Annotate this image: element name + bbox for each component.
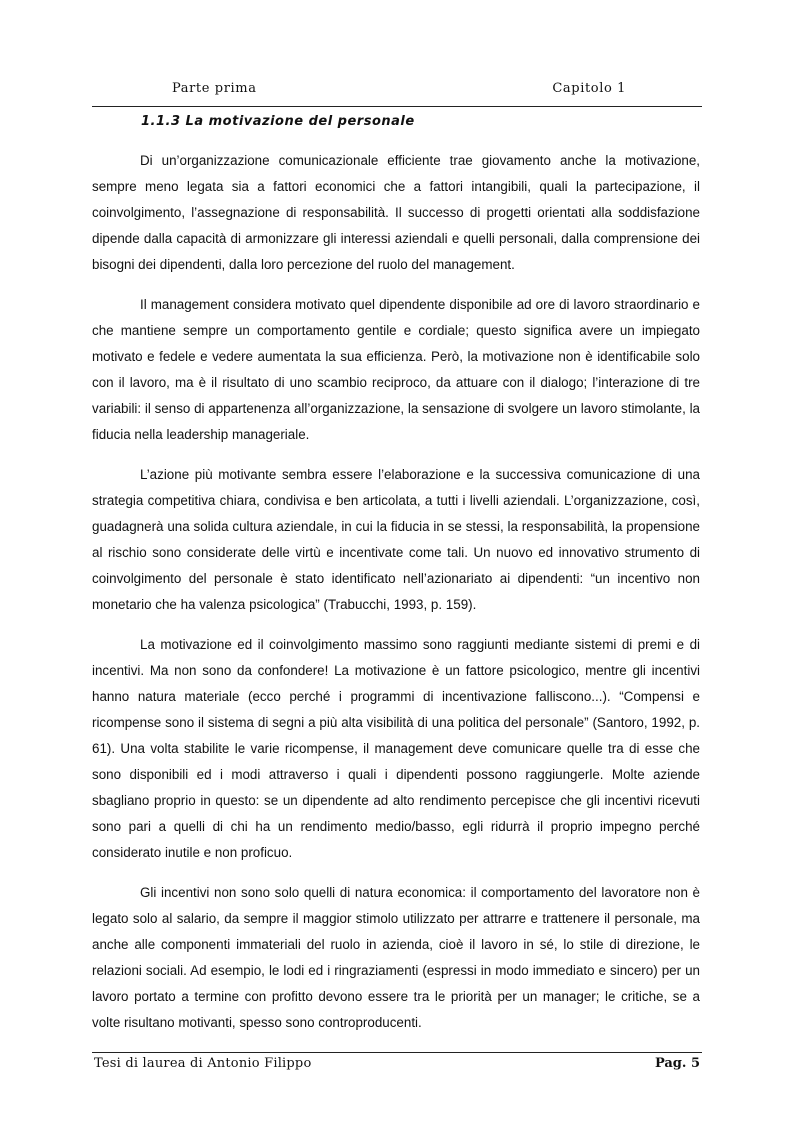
section-title: 1.1.3 La motivazione del personale bbox=[141, 114, 415, 129]
header-chapter-label: Capitolo 1 bbox=[552, 81, 626, 96]
paragraph-1: Di un’organizzazione comunicazionale efficiente trae giovamento anche la motivazione, sempre meno legata sia a fattori economici che a fattori intangibili, quali la partecipazione, il coinvolgimento, l’assegnazione di responsabilità. Il successo di progetti orientati alla soddisfazione dipende dalla capacità di armonizzare gli interessi aziendali e quelli personali, dalla comprensione dei bisogni dei dipendenti, dalla loro percezione del ruolo del management. bbox=[92, 153, 700, 272]
paragraph-2: Il management considera motivato quel dipendente disponibile ad ore di lavoro straordinario e che mantiene sempre un comportamento gentile e cordiale; questo significa avere un impiegato motivato e fedele e vedere aumentata la sua efficienza. Però, la motivazione non è identificabile solo con il lavoro, ma è il risultato di uno scambio reciproco, da attuare con il dialogo; l’interazione di tre variabili: il senso di appartenenza all’organizzazione, la sensazione di svolgere un lavoro stimolante, la fiducia nella leadership manageriale. bbox=[92, 297, 700, 442]
footer-thesis-label: Tesi di laurea di Antonio Filippo bbox=[94, 1056, 312, 1071]
paragraph-4: La motivazione ed il coinvolgimento massimo sono raggiunti mediante sistemi di premi e di incentivi. Ma non sono da confondere! La motivazione è un fattore psicologico, mentre gli incentivi hanno natura materiale (ecco perché i programmi di incentivazione falliscono...). “Compensi e ricompense sono il sistema di segni a più alta visibilità di una politica del personale” (Santoro, 1992, p. 61). Una volta stabilite le varie ricompense, il management deve comunicare quelle tra di esse che sono disponibili ed i modi attraverso i quali i dipendenti possono raggiungerle. Molte aziende sbagliano proprio in questo: se un dipendente ad alto rendimento percepisce che gli incentivi ricevuti sono pari a quelli di chi ha un rendimento medio/basso, egli ridurrà il proprio impegno perché considerato inutile e non proficuo. bbox=[92, 637, 700, 860]
page-number: Pag. 5 bbox=[654, 1056, 700, 1071]
paragraph-5: Gli incentivi non sono solo quelli di natura economica: il comportamento del lavoratore non è legato solo al salario, da sempre il maggior stimolo utilizzato per attrarre e trattenere il personale, ma anche alle componenti immateriali del ruolo in azienda, cioè il lavoro in sé, lo stile di direzione, le relazioni sociali. Ad esempio, le lodi ed i ringraziamenti (espressi in modo immediato e sincero) per un lavoro portato a termine con profitto devono essere tra le priorità per un manager; le critiche, se a volte risultano motivanti, spesso sono controproducenti. bbox=[92, 885, 700, 1030]
page-footer bbox=[92, 1052, 702, 1079]
body-text bbox=[92, 148, 700, 1050]
header-part-label: Parte prima bbox=[172, 81, 257, 96]
page-header bbox=[92, 80, 702, 107]
paragraph-3: L’azione più motivante sembra essere l’elaborazione e la successiva comunicazione di una strategia competitiva chiara, condivisa e ben articolata, a tutti i livelli aziendali. L’organizzazione, così, guadagnerà una solida cultura aziendale, in cui la fiducia in se stessi, la responsabilità, la propensione al rischio sono considerate delle virtù e incentivate come tali. Un nuovo ed innovativo strumento di coinvolgimento del personale è stato identificato nell’azionariato ai dipendenti: “un incentivo non monetario che ha valenza psicologica” (Trabucchi, 1993, p. 159). bbox=[92, 467, 700, 612]
